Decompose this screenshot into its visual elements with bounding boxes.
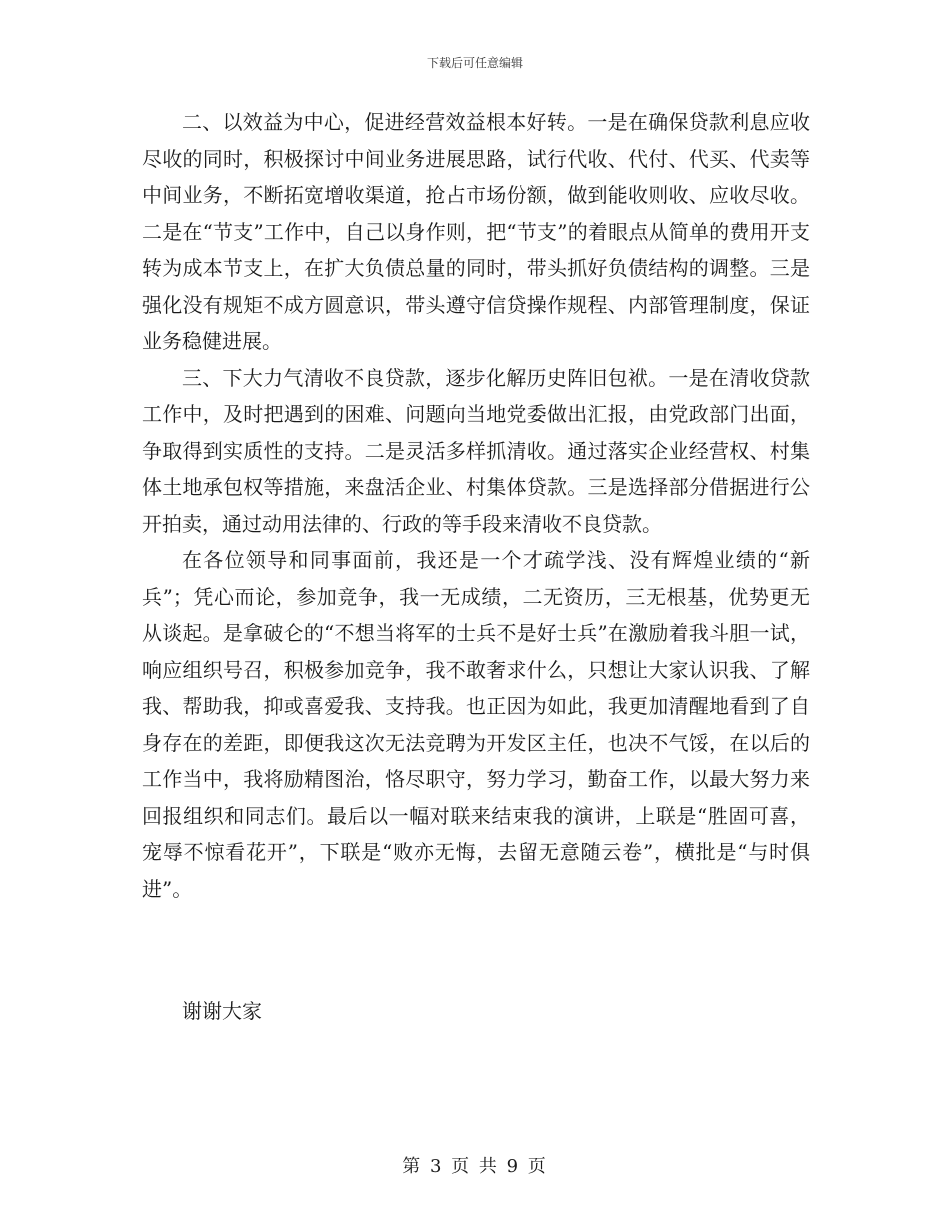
document-body bbox=[142, 104, 810, 907]
paragraph-conclusion: 在各位领导和同事面前，我还是一个才疏学浅、没有辉煌业绩的“新兵”；凭心而论，参加竞争，我一无成绩，二无资历，三无根基，优势更无从谈起。是拿破仑的“不想当将军的士兵不是好士兵”在激励着我斗胆一试，响应组织号召，积极参加竞争，我不敢奢求什么，只想让大家认识我、了解我、帮助我，抑或喜爱我、支持我。也正因为如此，我更加清醒地看到了自身存在的差距，即便我这次无法竞聘为开发区主任，也决不气馁，在以后的工作当中，我将励精图治，恪尽职守，努力学习，勤奋工作，以最大努力来回报组织和同志们。最后以一幅对联来结束我的演讲，上联是“胜固可喜，宠辱不惊看花开”，下联是“败亦无悔，去留无意随云卷”，横批是“与时俱进”。 bbox=[142, 548, 810, 901]
paragraph-efficiency: 二、以效益为中心，促进经营效益根本好转。一是在确保贷款利息应收尽收的同时，积极探讨中间业务进展思路，试行代收、代付、代买、代卖等中间业务，不断拓宽增收渠道，抢占市场份额，做到能收则收、应收尽收。二是在“节支”工作中，自己以身作则，把“节支”的着眼点从简单的费用开支转为成本节支上，在扩大负债总量的同时，带头抓好负债结构的调整。三是强化没有规矩不成方圆意识，带头遵守信贷操作规程、内部管理制度，保证业务稳健进展。 bbox=[142, 110, 810, 353]
page-header: 下载后可任意编辑 bbox=[426, 56, 523, 70]
closing-thanks: 谢谢大家 bbox=[182, 999, 262, 1023]
page-number-footer: 第 3 页 共 9 页 bbox=[402, 1156, 548, 1177]
paragraph-bad-loans: 三、下大力气清收不良贷款，逐步化解历史阵旧包袱。一是在清收贷款工作中，及时把遇到的困难、问题向当地党委做出汇报，由党政部门出面，争取得到实质性的支持。二是灵活多样抓清收。通过落实企业经营权、村集体土地承包权等措施，来盘活企业、村集体贷款。三是选择部分借据进行公开拍卖，通过动用法律的、行政的等手段来清收不良贷款。 bbox=[142, 365, 810, 536]
